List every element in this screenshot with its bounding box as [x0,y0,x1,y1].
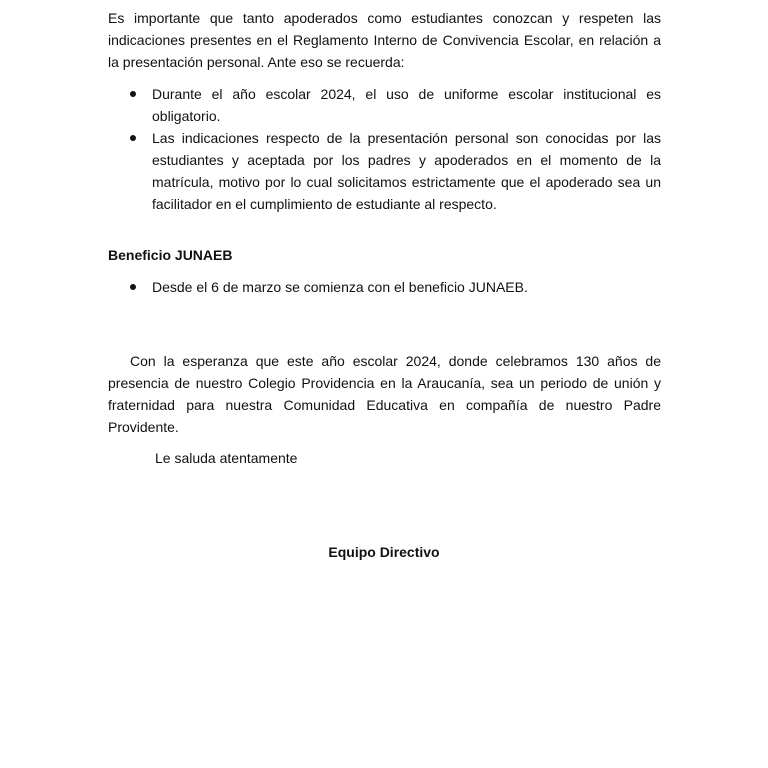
bullet-icon [130,135,136,141]
list-item [108,83,661,127]
list-item [108,276,661,298]
reminder-text: Las indicaciones respecto de la presentación personal son conocidas por las estudiantes y aceptada por los padres y apoderados en el momento de la matrícula, motivo por lo cual solicitamos estrictamente que el apoderado sea un facilitador en el cumplimiento de estudiante al respecto. [152,130,661,212]
junaeb-list [108,276,661,298]
closing-paragraph: Con la esperanza que este año escolar 2024, donde celebramos 130 años de presencia de nuestro Colegio Providencia en la Araucanía, sea un periodo de unión y fraternidad para nuestra Comunidad Educativa en compañía de nuestro Padre Providente. [108,353,661,435]
intro-paragraph: Es importante que tanto apoderados como estudiantes conozcan y respeten las indicaciones presentes en el Reglamento Interno de Convivencia Escolar, en relación a la presentación personal. Ante eso se recuerda: [108,10,661,70]
bullet-icon [130,91,136,97]
reminders-list [108,83,661,215]
junaeb-text: Desde el 6 de marzo se comienza con el beneficio JUNAEB. [152,279,528,295]
list-item [108,127,661,215]
section-heading: Beneficio JUNAEB [108,247,233,263]
greeting-line: Le saluda atentamente [155,450,298,466]
reminder-text: Durante el año escolar 2024, el uso de uniforme escolar institucional es obligatorio. [152,86,661,124]
bullet-icon [130,284,136,290]
signature: Equipo Directivo [328,544,440,560]
